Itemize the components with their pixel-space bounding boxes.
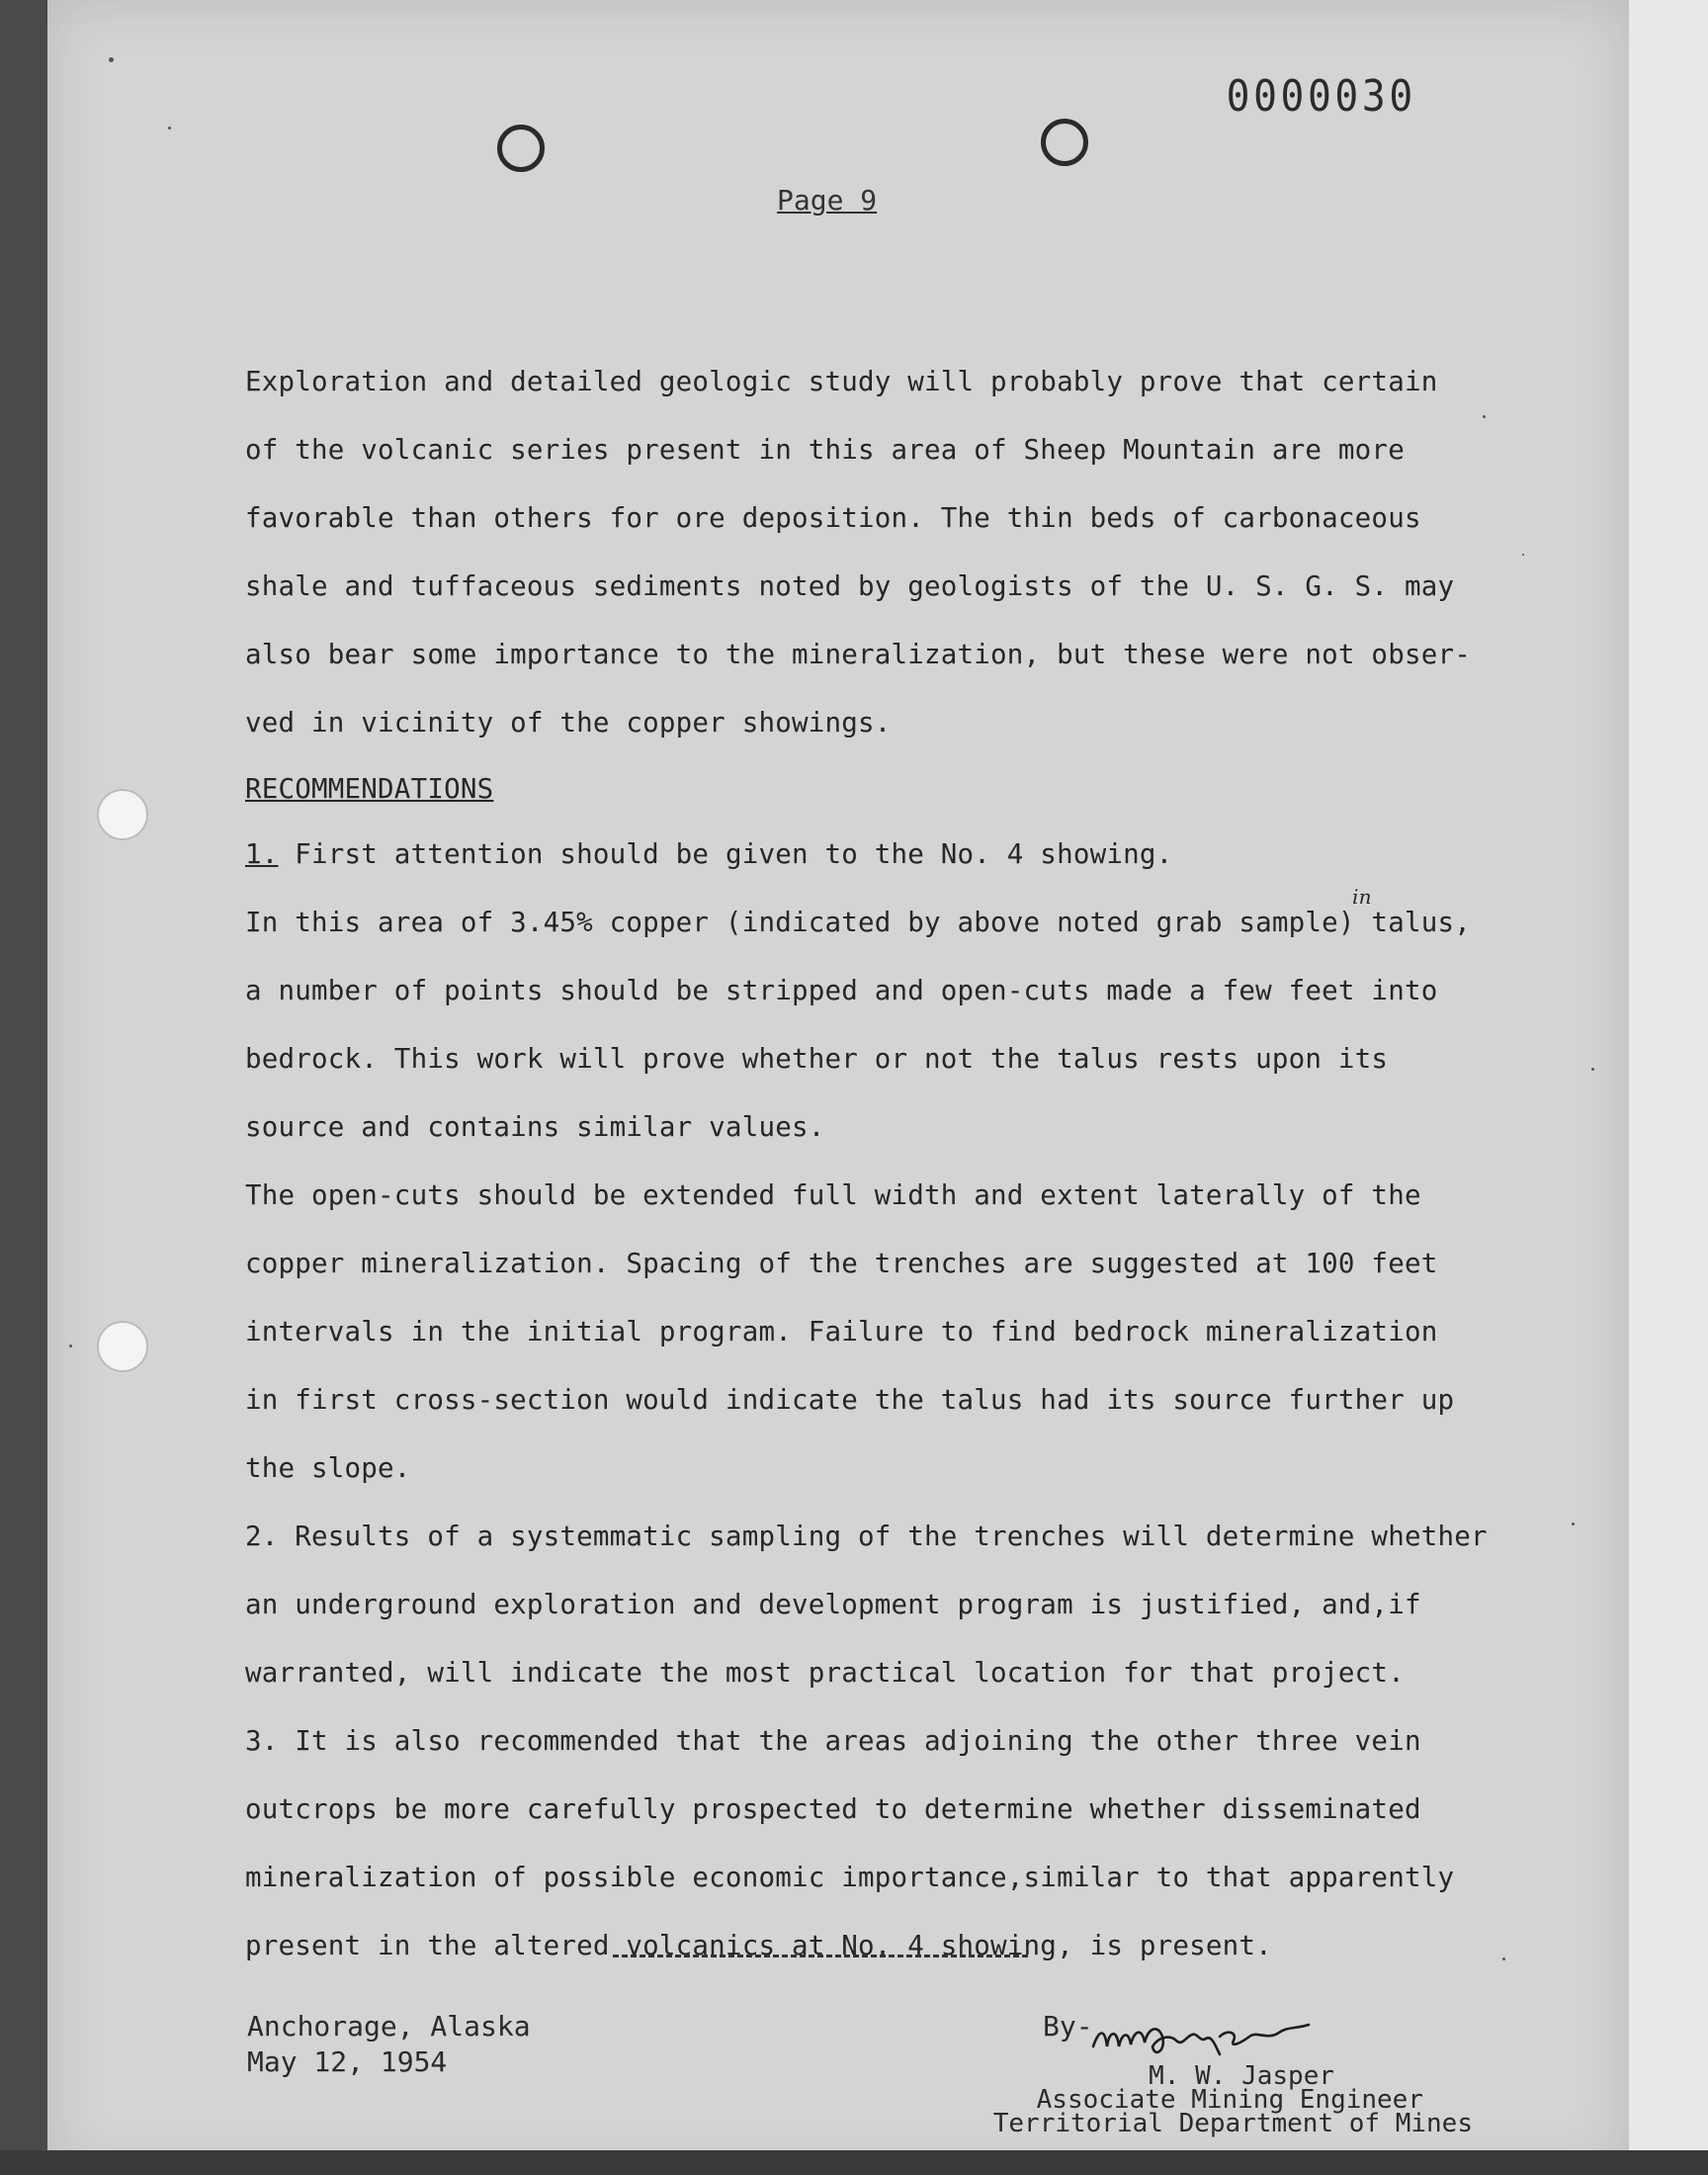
rec1-line (245, 885, 1500, 957)
rec1-line-text: In this area of 3.45% copper (indicated by above noted grab sample) talus, (245, 907, 1471, 938)
binder-ring-right (1041, 119, 1088, 166)
handwritten-signature (1089, 2007, 1317, 2066)
rec1-line: The open-cuts should be extended full width and extent laterally of the (245, 1179, 1421, 1211)
by-label: By- (1043, 2010, 1093, 2043)
signer-name: M. W. Jasper (1149, 2061, 1334, 2091)
body-text (245, 348, 1500, 1980)
closing-rule (613, 1955, 1028, 1958)
rec1-line: bedrock. This work will prove whether or not the talus rests upon its (245, 1043, 1389, 1075)
rec2-line: 2. Results of a systemmatic sampling of the trenches will determine whether (245, 1521, 1488, 1552)
handwritten-insert: in (1352, 885, 1372, 909)
rec2-line: an underground exploration and development program is justified, and,if (245, 1589, 1421, 1620)
rec1-line: the slope. (245, 1452, 411, 1484)
intro-line: Exploration and detailed geologic study will probably prove that certain (245, 366, 1438, 397)
rec1-line: a number of points should be stripped and open-cuts made a few feet into (245, 975, 1438, 1006)
intro-line: also bear some importance to the mineralization, but these were not obser- (245, 639, 1471, 670)
page-number: Page 9 (777, 184, 878, 217)
recommendations-heading-text: RECOMMENDATIONS (245, 773, 494, 805)
rec1-line: in first cross-section would indicate the talus had its source further up (245, 1384, 1455, 1416)
rec3-line: mineralization of possible economic importance,similar to that apparently (245, 1862, 1455, 1893)
rec3-line: outcrops be more carefully prospected to determine whether disseminated (245, 1793, 1421, 1825)
rec1-line: intervals in the initial program. Failure to find bedrock mineralization (245, 1316, 1438, 1348)
rec3-line: present in the altered volcanics at No. 4 showing, is present. (245, 1930, 1272, 1961)
signer-block (919, 2061, 1473, 2138)
rec3-line: 3. It is also recommended that the areas adjoining the other three vein (245, 1725, 1421, 1757)
intro-line: ved in vicinity of the copper showings. (245, 707, 892, 739)
rec1-number: 1. (245, 838, 279, 870)
intro-line: favorable than others for ore deposition. The thin beds of carbonaceous (245, 502, 1421, 534)
intro-line: shale and tuffaceous sediments noted by geologists of the U. S. G. S. may (245, 570, 1455, 602)
rec1-line: source and contains similar values. (245, 1111, 825, 1143)
signer-title: Associate Mining Engineer (1036, 2085, 1423, 2115)
signer-department: Territorial Department of Mines (992, 2109, 1473, 2138)
rec2-line: warranted, will indicate the most practical location for that project. (245, 1657, 1405, 1689)
date: May 12, 1954 (247, 2045, 448, 2078)
rec1-heading (245, 821, 1500, 889)
rec1-line: copper mineralization. Spacing of the trenches are suggested at 100 feet (245, 1248, 1438, 1279)
intro-line: of the volcanic series present in this area of Sheep Mountain are more (245, 434, 1405, 466)
place-date-block (247, 2009, 531, 2080)
scan-margin (1629, 0, 1708, 2175)
document-number: 0000030 (1226, 71, 1416, 122)
binder-ring-left (497, 125, 545, 172)
punch-hole-lower (97, 1321, 148, 1372)
scan-bottom-edge (0, 2150, 1708, 2175)
rec1-title: First attention should be given to the No. 4 showing. (278, 838, 1173, 870)
recommendations-heading (245, 757, 1500, 821)
place: Anchorage, Alaska (247, 2010, 531, 2043)
punch-hole-upper (97, 789, 148, 840)
